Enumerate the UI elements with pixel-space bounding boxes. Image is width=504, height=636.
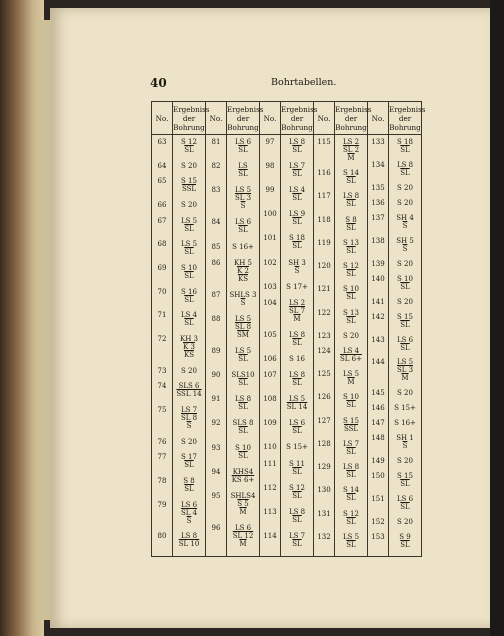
- boring-result-line: SL 3: [234, 194, 252, 203]
- boring-result-line: S 9: [399, 533, 411, 542]
- boring-number: 89: [211, 347, 221, 355]
- boring-result-line: SH 1: [396, 434, 414, 443]
- boring-result-line: LS 4: [342, 347, 360, 355]
- boring-result-line: S 20: [397, 259, 413, 268]
- boring-result-line: S 8: [183, 477, 195, 485]
- boring-result-line: S 10: [343, 285, 359, 294]
- no-column: [206, 135, 227, 557]
- header-no: No.: [368, 102, 389, 135]
- boring-result-line: LS 5: [288, 395, 306, 404]
- boring-result-line: $\overline{SL}$: [184, 224, 194, 233]
- boring-result-line: $\overline{SL}$: [238, 170, 248, 179]
- boring-result-line: S 16: [181, 287, 197, 296]
- boring-result-line: $\overline{SL}$: [292, 539, 302, 548]
- header-result: Ergebniss der Bohrung: [389, 102, 422, 135]
- boring-number: 97: [265, 138, 275, 146]
- boring-result-line: $\overline{SL}$: [184, 461, 194, 470]
- boring-number: 105: [263, 330, 277, 339]
- boring-result-line: S 20: [397, 183, 413, 192]
- boring-result-line: LS 5: [234, 314, 252, 323]
- boring-number: 149: [371, 457, 385, 466]
- boring-number: 84: [211, 218, 221, 227]
- boring-result-line: $\overline{SL}$: [346, 270, 356, 279]
- boring-result-line: S 5: [237, 499, 249, 508]
- boring-result-line: LS 8: [288, 138, 306, 146]
- boring-number: 74: [157, 382, 167, 391]
- boring-result-line: S 16+: [232, 242, 254, 251]
- boring-result-line: LS 5: [180, 216, 198, 225]
- boring-result-line: LS 6: [396, 335, 414, 344]
- boring-result-line: $\overline{SL}$: [292, 427, 302, 436]
- boring-number: 70: [157, 287, 167, 296]
- boring-result-line: LS 6: [180, 500, 198, 509]
- boring-result-line: $\overline{SM}$: [237, 330, 249, 339]
- no-column: [152, 135, 173, 557]
- boring-result-line: $\overline{S}$: [402, 442, 408, 451]
- boring-number: 150: [371, 472, 385, 481]
- boring-result-line: $\overline{M}$: [239, 507, 247, 516]
- table-header-row: [152, 102, 422, 135]
- boring-number: 129: [317, 463, 331, 472]
- boring-number: 111: [263, 459, 277, 468]
- no-column: [314, 135, 335, 557]
- boring-result-line: S 15: [181, 177, 197, 186]
- boring-result-line: S 10: [235, 443, 251, 452]
- boring-number: 101: [263, 234, 277, 243]
- boring-number: 73: [157, 366, 167, 375]
- boring-result-line: LS 6: [396, 495, 414, 504]
- boring-result-line: LS 7: [288, 162, 306, 171]
- boring-result-line: S 16: [289, 355, 305, 363]
- boring-number: 77: [157, 453, 167, 462]
- boring-result-line: LS 8: [342, 192, 360, 201]
- table-body-row: [152, 135, 422, 557]
- background-edge: [490, 0, 504, 636]
- boring-result-line: $\overline{SSL}$: [343, 424, 359, 433]
- boring-result-line: $\overline{SL}$: [346, 316, 356, 325]
- boring-result-line: S 15: [397, 312, 413, 321]
- boring-result-line: $\overline{SL}$: [238, 427, 248, 436]
- boring-result-line: LS 7: [180, 406, 198, 414]
- boring-result-line: $\overline{S}$: [186, 516, 192, 525]
- page-title: Bohrtabellen.: [271, 77, 337, 88]
- boring-result-line: SL 6+: [340, 355, 362, 363]
- result-column: [173, 135, 206, 557]
- boring-result-line: $\overline{SSL}$: [181, 185, 197, 194]
- boring-result-line: SL 14: [286, 403, 308, 412]
- boring-number: 100: [263, 210, 277, 219]
- result-column: [227, 135, 260, 557]
- boring-number: 117: [317, 192, 331, 201]
- boring-number: 98: [265, 162, 275, 171]
- boring-result-line: S 15+: [286, 443, 308, 452]
- boring-result-line: $\overline{SL}$: [346, 246, 356, 255]
- boring-result-line: SH 4: [396, 213, 414, 222]
- result-column: [335, 135, 368, 557]
- boring-result-line: S 10: [343, 393, 359, 402]
- boring-result-line: LS 8: [288, 330, 306, 339]
- boring-number: 123: [317, 331, 331, 340]
- drilling-table: [151, 101, 426, 557]
- boring-number: 115: [317, 138, 331, 146]
- boring-number: 83: [211, 186, 221, 195]
- boring-result-line: $\overline{SL}$: [184, 146, 194, 154]
- boring-result-line: S 13: [343, 308, 359, 317]
- boring-result-line: S 20: [397, 297, 413, 306]
- boring-result-line: S 20: [397, 198, 413, 207]
- boring-result-line: LS 5: [234, 347, 252, 355]
- boring-result-line: LS 2: [288, 298, 306, 307]
- boring-result-line: LS 2: [342, 138, 360, 146]
- boring-number: 80: [157, 532, 167, 541]
- boring-result-line: $\overline{SL}$: [238, 451, 248, 460]
- boring-result-line: LS 7: [342, 439, 360, 448]
- boring-number: 127: [317, 416, 331, 425]
- boring-result-line: $\overline{S}$: [402, 244, 408, 253]
- boring-result-line: LS 5: [180, 240, 198, 249]
- boring-result-line: $\overline{SL}$: [400, 503, 410, 512]
- boring-result-line: LS 8: [288, 371, 306, 380]
- boring-number: 113: [263, 507, 277, 516]
- boring-number: 137: [371, 213, 385, 222]
- boring-result-line: S 20: [397, 518, 413, 527]
- boring-result-line: $\overline{SL}$: [292, 242, 302, 251]
- boring-result-line: S 15: [343, 416, 359, 425]
- boring-number: 110: [263, 443, 277, 452]
- boring-number: 153: [371, 533, 385, 542]
- boring-result-line: $\overline{S}$: [240, 202, 246, 211]
- boring-result-line: SLS 8: [232, 419, 254, 428]
- boring-result-line: KH 5: [233, 258, 252, 267]
- boring-result-line: $\overline{SL}$: [292, 467, 302, 476]
- boring-result-line: S 18: [397, 138, 413, 146]
- boring-result-line: $\overline{SL}$: [346, 200, 356, 209]
- boring-result-line: $\overline{SL}$: [292, 218, 302, 227]
- boring-result-line: K 3: [183, 343, 195, 351]
- header-no: No.: [260, 102, 281, 135]
- boring-result-line: SH 5: [396, 236, 414, 245]
- boring-result-line: LS 4: [180, 311, 198, 320]
- boring-result-line: LS 8: [234, 395, 252, 404]
- boring-number: 140: [371, 274, 385, 283]
- boring-number: 124: [317, 347, 331, 355]
- boring-result-line: S 20: [397, 389, 413, 398]
- boring-number: 108: [263, 395, 277, 404]
- boring-number: 132: [317, 532, 331, 541]
- boring-result-line: S 20: [181, 161, 197, 170]
- boring-result-line: $\overline{SL}$: [400, 168, 410, 177]
- header-no: No.: [206, 102, 227, 135]
- boring-result-line: SLS 6: [178, 382, 200, 391]
- boring-number: 78: [157, 477, 167, 485]
- boring-result-line: S 17+: [286, 282, 308, 291]
- boring-result-line: $\overline{M}$: [293, 314, 301, 323]
- boring-result-line: KHS4: [232, 467, 254, 476]
- boring-result-line: $\overline{SL}$: [184, 272, 194, 280]
- boring-result-line: $\overline{SL}$: [292, 379, 302, 388]
- boring-number: 107: [263, 371, 277, 380]
- boring-result-line: LS: [238, 162, 248, 171]
- boring-number: 147: [371, 419, 385, 428]
- boring-result-line: $\overline{M}$: [401, 374, 409, 383]
- boring-number: 125: [317, 370, 331, 379]
- header-result: Ergebniss der Bohrung: [173, 102, 206, 135]
- boring-result-line: LS 6: [288, 419, 306, 428]
- boring-result-line: $\overline{SL}$: [400, 282, 410, 291]
- boring-result-line: $\overline{SL}$: [184, 295, 194, 304]
- boring-number: 144: [371, 358, 385, 367]
- boring-number: 145: [371, 389, 385, 398]
- boring-number: 103: [263, 282, 277, 291]
- page-header: [150, 76, 415, 92]
- boring-result-line: LS 6: [234, 218, 252, 227]
- boring-result-line: LS 9: [288, 210, 306, 219]
- boring-number: 81: [211, 138, 221, 146]
- boring-number: 92: [211, 419, 221, 428]
- boring-result-line: LS 8: [342, 463, 360, 472]
- boring-result-line: $\overline{SL}$: [346, 177, 356, 186]
- boring-number: 126: [317, 393, 331, 402]
- header-result: Ergebniss der Bohrung: [227, 102, 260, 135]
- boring-result-line: $\overline{SL}$: [292, 338, 302, 347]
- boring-number: 136: [371, 198, 385, 207]
- boring-result-line: SLS10: [231, 371, 255, 380]
- boring-result-line: S 11: [289, 459, 305, 468]
- boring-result-line: LS 8: [396, 160, 414, 169]
- boring-number: 116: [317, 169, 331, 178]
- boring-number: 120: [317, 262, 331, 271]
- boring-number: 148: [371, 434, 385, 443]
- boring-result-line: S 20: [181, 437, 197, 446]
- boring-result-line: $\overline{SL}$: [346, 471, 356, 480]
- boring-result-line: $\overline{SL}$: [238, 355, 248, 363]
- boring-result-line: SL 7: [288, 306, 306, 315]
- boring-result-line: S 15: [397, 472, 413, 481]
- boring-number: 66: [157, 201, 167, 209]
- boring-number: 71: [157, 311, 167, 320]
- boring-result-line: S 18: [289, 234, 305, 243]
- boring-number: 104: [263, 298, 277, 307]
- boring-result-line: $\overline{SL}$: [292, 515, 302, 524]
- boring-number: 119: [317, 238, 331, 247]
- boring-result-line: $\overline{S}$: [294, 266, 300, 275]
- boring-number: 64: [157, 161, 167, 170]
- boring-result-line: $\overline{SL}$: [292, 146, 302, 154]
- boring-number: 82: [211, 162, 221, 171]
- boring-result-line: $\overline{KS}$: [183, 351, 195, 359]
- boring-number: 121: [317, 285, 331, 294]
- boring-result-line: $\overline{SL}$: [184, 319, 194, 328]
- boring-number: 134: [371, 160, 385, 169]
- boring-result-line: SL 10: [178, 540, 200, 549]
- boring-result-line: $\overline{SL}$: [400, 343, 410, 352]
- boring-result-line: S 14: [343, 169, 359, 178]
- boring-number: 128: [317, 439, 331, 448]
- boring-result-line: $\overline{S}$: [402, 221, 408, 230]
- boring-result-line: S 20: [343, 331, 359, 340]
- boring-result-line: $\overline{SL}$: [292, 170, 302, 179]
- boring-number: 130: [317, 486, 331, 495]
- boring-result-line: LS 5: [234, 186, 252, 195]
- boring-number: 135: [371, 183, 385, 192]
- boring-number: 72: [157, 335, 167, 343]
- boring-result-line: SH 3: [288, 258, 306, 267]
- boring-result-line: S 14: [343, 486, 359, 495]
- boring-result-line: $\overline{M}$: [239, 539, 247, 548]
- boring-number: 122: [317, 308, 331, 317]
- boring-result-line: S 12: [289, 483, 305, 492]
- boring-result-line: KH 3: [179, 335, 198, 343]
- boring-result-line: $\overline{S}$: [240, 298, 246, 307]
- boring-number: 142: [371, 312, 385, 321]
- boring-result-line: $\overline{SL}$: [184, 485, 194, 493]
- boring-result-line: $\overline{KS}$: [237, 274, 249, 283]
- boring-number: 133: [371, 138, 385, 146]
- boring-result-line: S 20: [181, 366, 197, 375]
- boring-result-line: $\overline{SL}$: [346, 447, 356, 456]
- boring-number: 91: [211, 395, 221, 404]
- boring-result-line: $\overline{SL}$: [292, 491, 302, 500]
- header-no: No.: [314, 102, 335, 135]
- boring-number: 106: [263, 355, 277, 363]
- boring-result-line: LS 5: [342, 532, 360, 541]
- boring-result-line: SL 12: [232, 531, 254, 540]
- boring-number: 152: [371, 518, 385, 527]
- boring-result-line: S 12: [343, 509, 359, 518]
- boring-number: 69: [157, 264, 167, 272]
- boring-number: 143: [371, 335, 385, 344]
- boring-number: 86: [211, 258, 221, 267]
- boring-number: 65: [157, 177, 167, 186]
- boring-result-line: SL 8: [234, 322, 252, 331]
- page-number: 40: [150, 76, 167, 90]
- boring-number: 114: [263, 531, 277, 540]
- boring-result-line: SL 8: [180, 414, 198, 422]
- header-result: Ergebniss der Bohrung: [281, 102, 314, 135]
- boring-result-line: SSL 14: [176, 390, 202, 399]
- boring-result-line: S 10: [181, 264, 197, 272]
- boring-result-line: $\overline{SL}$: [346, 401, 356, 410]
- boring-result-line: $\overline{M}$: [347, 378, 355, 387]
- boring-result-line: S 20: [397, 457, 413, 466]
- boring-result-line: $\overline{SL}$: [346, 494, 356, 503]
- boring-number: 79: [157, 500, 167, 509]
- boring-result-line: LS 5: [396, 358, 414, 367]
- boring-result-line: $\overline{SL}$: [346, 293, 356, 302]
- boring-result-line: $\overline{SL}$: [346, 540, 356, 549]
- boring-result-line: LS 5: [342, 370, 360, 379]
- boring-number: 63: [157, 138, 167, 146]
- boring-result-line: $\overline{SL}$: [346, 223, 356, 232]
- boring-result-line: $\overline{SL}$: [400, 541, 410, 550]
- boring-result-line: K 2: [237, 266, 249, 275]
- boring-number: 96: [211, 523, 221, 532]
- page-edges: [36, 20, 51, 620]
- boring-number: 99: [265, 186, 275, 195]
- boring-number: 102: [263, 258, 277, 267]
- boring-number: 139: [371, 259, 385, 268]
- header-result: Ergebniss der Bohrung: [335, 102, 368, 135]
- boring-result-line: LS 7: [288, 531, 306, 540]
- boring-number: 138: [371, 236, 385, 245]
- result-column: [281, 135, 314, 557]
- boring-result-line: S 12: [343, 262, 359, 271]
- boring-result-line: $\overline{SL}$: [238, 379, 248, 388]
- header-no: No.: [152, 102, 173, 135]
- boring-result-line: SL 3: [396, 366, 414, 375]
- boring-result-line: LS 4: [288, 186, 306, 195]
- boring-number: 95: [211, 491, 221, 500]
- no-column: [260, 135, 281, 557]
- boring-result-line: S 17: [181, 453, 197, 462]
- boring-result-line: $\overline{SL}$: [346, 517, 356, 526]
- boring-result-line: S 12: [181, 138, 197, 146]
- boring-number: 68: [157, 240, 167, 249]
- boring-number: 146: [371, 404, 385, 413]
- boring-number: 151: [371, 495, 385, 504]
- boring-result-line: $\overline{SL}$: [184, 248, 194, 257]
- boring-result-line: $\overline{SL}$: [292, 194, 302, 203]
- boring-number: 90: [211, 371, 221, 380]
- boring-result-line: LS 8: [180, 532, 198, 541]
- boring-result-line: $\overline{SL}$: [238, 226, 248, 235]
- boring-result-line: LS 8: [288, 507, 306, 516]
- boring-result-line: $\overline{SL}$: [400, 480, 410, 489]
- boring-result-line: LS 6: [234, 523, 252, 532]
- boring-number: 87: [211, 290, 221, 299]
- boring-result-line: $\overline{SL}$: [238, 146, 248, 154]
- boring-result-line: LS 6: [234, 138, 252, 146]
- boring-result-line: KS 6+: [231, 475, 255, 484]
- boring-result-line: SL 2: [342, 146, 360, 154]
- boring-result-line: SL 4: [180, 508, 198, 517]
- boring-result-line: SHLS4: [230, 491, 256, 500]
- boring-result-line: SHLS 3: [229, 290, 257, 299]
- boring-number: 76: [157, 437, 167, 446]
- boring-result-line: S 20: [181, 201, 197, 209]
- result-column: [389, 135, 422, 557]
- boring-result-line: S 16+: [394, 419, 416, 428]
- boring-result-line: $\overline{M}$: [347, 154, 355, 162]
- boring-number: 93: [211, 443, 221, 452]
- boring-number: 131: [317, 509, 331, 518]
- boring-number: 141: [371, 297, 385, 306]
- boring-result-line: $\overline{SL}$: [400, 320, 410, 329]
- boring-result-line: $\overline{S}$: [186, 422, 192, 430]
- boring-result-line: S 13: [343, 238, 359, 247]
- boring-number: 109: [263, 419, 277, 428]
- boring-number: 85: [211, 242, 221, 251]
- boring-result-line: $\overline{SL}$: [238, 403, 248, 412]
- boring-number: 118: [317, 215, 331, 224]
- no-column: [368, 135, 389, 557]
- boring-result-line: S 8: [345, 215, 357, 224]
- boring-number: 75: [157, 406, 167, 414]
- boring-number: 94: [211, 467, 221, 476]
- boring-result-line: S 15+: [394, 404, 416, 413]
- boring-result-line: S 10: [397, 274, 413, 283]
- boring-number: 88: [211, 314, 221, 323]
- boring-number: 67: [157, 216, 167, 225]
- boring-number: 112: [263, 483, 277, 492]
- boring-result-line: $\overline{SL}$: [400, 146, 410, 154]
